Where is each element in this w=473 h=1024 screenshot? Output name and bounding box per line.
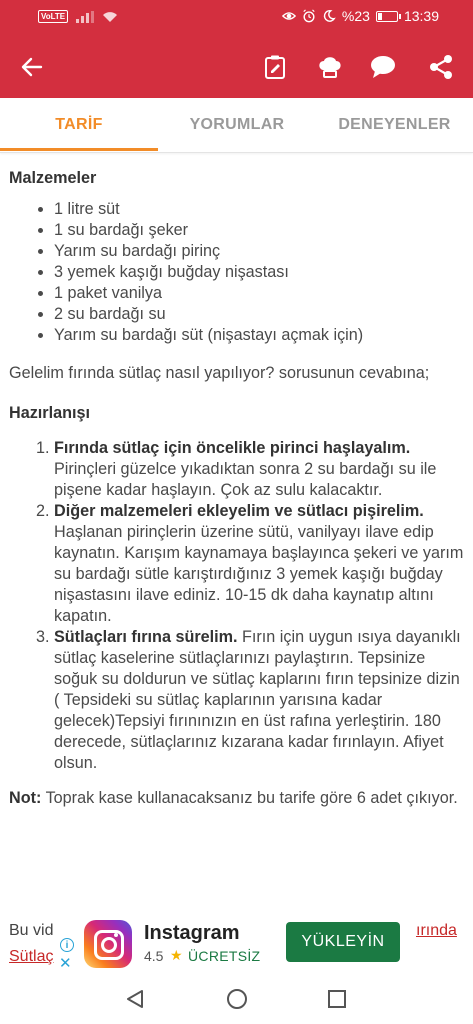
share-button[interactable] <box>424 50 458 84</box>
step-item <box>54 501 464 627</box>
step-text: Haşlanan pirinçlerin üzerine sütü, vanilyayı ilave edip kaynatın. Karışım kaynamaya başlayınca şekeri ve yarım su bardağı sütle karıştırdığınız 3 yemek kaşığı buğday nişastasını ilave ediniz. 10-15 dk daha kaynatıp altını kapatın. <box>54 523 464 625</box>
system-nav-bar <box>0 972 473 1024</box>
home-circle-icon <box>225 987 249 1011</box>
partial-video-text: Bu vid <box>9 922 54 939</box>
battery-percent: %23 <box>341 8 370 24</box>
battery-fill <box>378 13 382 20</box>
tab-recipe[interactable]: TARİF <box>55 116 103 133</box>
info-icon[interactable]: i <box>60 938 74 952</box>
nav-back-button[interactable] <box>122 986 148 1012</box>
step-item <box>54 627 464 774</box>
clock: 13:39 <box>403 8 439 24</box>
partial-sutlac-link[interactable]: Sütlaç <box>9 948 54 965</box>
note-text <box>9 788 464 809</box>
star-icon: ★ <box>170 947 183 963</box>
step-title: Diğer malzemeleri ekleyelim ve sütlacı pişirelim. <box>54 502 424 520</box>
notes-button[interactable] <box>258 50 292 84</box>
chef-hat-icon <box>316 53 344 81</box>
recipe-content <box>9 168 464 809</box>
list-item: • Yarım su bardağı süt (nişastayı açmak için) <box>54 325 464 346</box>
ad-banner[interactable] <box>0 910 473 972</box>
app-toolbar <box>0 36 473 98</box>
list-item: • 1 paket vanilya <box>54 283 464 304</box>
step-text: Fırın için uygun ısıya dayanıklı sütlaç kaselerine sütlaçlarınızı paylaştırın. Tepsinize soğuk su doldurun ve sütlaç kaplarını fırın tepsinize dizin ( Tepsideki su sütlaç kaplarının yarısına kadar gelecek)Tepsiyi fırınınızın en üst rafına yerleştirin. 180 derecede, sütlaçlarınız kızarana kadar fırınlayın. Afiyet olsun. <box>54 628 461 772</box>
tab-bar <box>0 98 473 153</box>
chat-icon <box>369 54 397 80</box>
steps-list <box>9 438 464 774</box>
volte-badge: VoLTE <box>38 10 68 23</box>
status-left <box>38 10 118 23</box>
comments-button[interactable] <box>366 50 400 84</box>
preparation-heading: Hazırlanışı <box>9 404 90 422</box>
eye-icon <box>282 9 296 23</box>
ingredients-list <box>9 199 464 346</box>
share-icon <box>428 54 454 80</box>
ad-price: ÜCRETSİZ <box>188 948 261 964</box>
list-item: • 3 yemek kaşığı buğday nişastası <box>54 262 464 283</box>
list-item: • Yarım su bardağı pirinç <box>54 241 464 262</box>
back-triangle-icon <box>124 988 146 1010</box>
status-bar <box>0 0 473 36</box>
nav-home-button[interactable] <box>224 986 250 1012</box>
partial-firinda-link[interactable]: ırında <box>416 922 457 939</box>
step-title: Fırında sütlaç için öncelikle pirinci haşlayalım. <box>54 439 411 457</box>
recents-square-icon <box>326 988 348 1010</box>
intro-text: Gelelim fırında sütlaç nasıl yapılıyor? sorusunun cevabına; <box>9 364 430 382</box>
moon-icon <box>322 9 336 23</box>
list-item: • 1 litre süt <box>54 199 464 220</box>
install-button[interactable]: YÜKLEYİN <box>286 922 400 962</box>
notes-icon <box>263 54 287 80</box>
step-text: Pirinçleri güzelce yıkadıktan sonra 2 su bardağı su ile pişene kadar haşlayın. Çok az sulu kalacaktır. <box>54 460 437 499</box>
arrow-left-icon <box>21 56 43 78</box>
nav-recents-button[interactable] <box>324 986 350 1012</box>
tab-comments[interactable]: YORUMLAR <box>189 116 285 133</box>
step-item <box>54 438 464 501</box>
tab-triers[interactable]: DENEYENLER <box>338 116 451 133</box>
signal-icon <box>76 11 94 23</box>
ad-rating: 4.5 <box>144 948 164 964</box>
battery-icon <box>376 11 398 22</box>
status-right <box>282 8 439 24</box>
back-button[interactable] <box>15 50 49 84</box>
step-title: Sütlaçları fırına sürelim. <box>54 628 238 646</box>
note-label: Not: <box>9 789 42 807</box>
tab-indicator <box>0 148 158 151</box>
note-body: Toprak kase kullanacaksanız bu tarife göre 6 adet çıkıyor. <box>45 789 458 807</box>
ingredients-heading: Malzemeler <box>9 169 97 187</box>
close-icon[interactable]: ✕ <box>59 955 72 972</box>
chef-button[interactable] <box>313 50 347 84</box>
instagram-logo <box>84 920 132 968</box>
ad-app-name: Instagram <box>144 922 240 944</box>
list-item: • 1 su bardağı şeker <box>54 220 464 241</box>
wifi-icon <box>102 11 118 23</box>
alarm-icon <box>302 9 316 23</box>
list-item: • 2 su bardağı su <box>54 304 464 325</box>
